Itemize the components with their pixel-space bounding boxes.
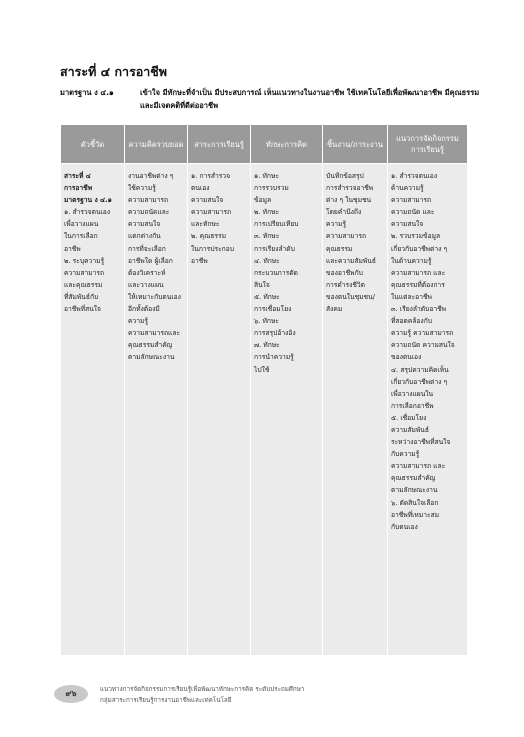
strand-heading: สาระที่ ๔ การอาชีพ [60,64,168,79]
cell-indicators [61,164,125,656]
cell-tasks [323,164,388,656]
standard-block [60,86,480,112]
header-learning-content: สาระการเรียนรู้ [188,125,251,164]
cell-thinking-skills-text: ๑. ทักษะ การรวบรวม ข้อมูล ๒. ทักษะ การเปรียบเทียบ ๓. ทักษะ การเรียงลำดับ ๔. ทักษะ กระบวนการตัด สินใจ ๕. ทักษะ การเชื่อมโยง ๖. ทักษะ การสรุปอ้างอิง ๗. ทักษะ การนำความรู้ ไปใช้ [254,172,299,374]
cell-standard: มาตรฐาน ง ๔.๑ [64,196,112,205]
cell-strand: สาระที่ ๔ [64,172,91,180]
curriculum-table [60,124,468,656]
header-thinking-skills: ทักษะการคิด [251,125,323,164]
standard-text: เข้าใจ มีทักษะที่จำเป็น มีประสบการณ์ เห็นแนวทางในงานอาชีพ ใช้เทคโนโลยีเพื่อพัฒนาอาชีพ มีคุณธรรม และมีเจตคติที่ดีต่ออาชีพ [140,88,480,110]
cell-learning-content-text: ๑. การสำรวจ ตนเอง ความสนใจ ความสามารถ และทักษะ ๒. คุณธรรม ในการประกอบ อาชีพ [191,172,234,265]
header-concept: ความคิดรวบยอด [125,125,188,164]
footer-text [100,684,480,706]
cell-concept [125,164,188,656]
table-row [61,164,468,656]
cell-activities [388,164,468,656]
page-number: ๙๖ [65,689,77,698]
cell-activities-text: ๑. สำรวจตนเอง ด้านความรู้ ความสามารถ ความถนัด และ ความสนใจ ๒. รวบรวมข้อมูล เกี่ยวกับอาชีพต่าง ๆ ในด้านความรู้ ความสามารถ และ คุณธรรมที่ต้องการ ในแต่ละอาชีพ ๓. เรียงลำดับอาชีพ ที่สอดคล้องกับ ความรู้ ความสามารถ ความถนัด ความสนใจ ของตนเอง ๔. สรุปความคิดเห็น เกี่ยวกับอาชีพต่าง ๆ เพื่อวางแผนใน การเลือกอาชีพ ๕. เชื่อมโยง ความสัมพันธ์ ระหว่างอาชีพที่สนใจ กับความรู้ ความสามารถ และ คุณธรรมสำคัญ ตามลักษณะงาน ๖. ตัดสินใจเลือก อาชีพที่เหมาะสม กับตนเอง [391,172,455,531]
cell-tasks-text: บันทึกข้อสรุป การสำรวจอาชีพ ต่าง ๆ ในชุมชน โดยคำนึงถึง ความรู้ ความสามารถ คุณธรรม และความสัมพันธ์ ของอาชีพกับ การดำรงชีวิต ของตนในชุมชน/ สังคม [326,172,376,314]
cell-learning-content [188,164,251,656]
header-tasks: ชิ้นงาน/ภาระงาน [323,125,388,164]
footer-line-2: กลุ่มสาระการเรียนรู้การงานอาชีพและเทคโนโลยี [100,697,232,704]
cell-concept-text: งานอาชีพต่าง ๆ ใช้ความรู้ ความสามารถ ความถนัดและ ความสนใจ แตกต่างกัน การที่จะเลือก อาชีพใด ผู้เลือก ต้องวิเคราะห์ และวางแผน ให้เหมาะกับตนเอง อีกทั้งต้องมี ความรู้ ความสามารถและ คุณธรรมสำคัญ ตามลักษณะงาน [128,172,181,362]
header-activities: แนวการจัดกิจกรรมการเรียนรู้ [388,125,468,164]
cell-thinking-skills [251,164,323,656]
cell-indicator-list: ๑. สำรวจตนเอง เพื่อวางแผน ในการเลือก อาชีพ ๒. ระบุความรู้ ความสามารถ และคุณธรรม ที่สัมพันธ์กับ อาชีพที่สนใจ [64,208,111,314]
footer-line-1: แนวทางการจัดกิจกรรมการเรียนรู้เพื่อพัฒนาทักษะการคิด ระดับประถมศึกษา [100,686,305,693]
table-header-row [61,125,468,164]
cell-strand-name: การอาชีพ [64,184,93,193]
standard-label: มาตรฐาน ง ๔.๑ [60,88,114,97]
header-indicators: ตัวชี้วัด [61,125,125,164]
